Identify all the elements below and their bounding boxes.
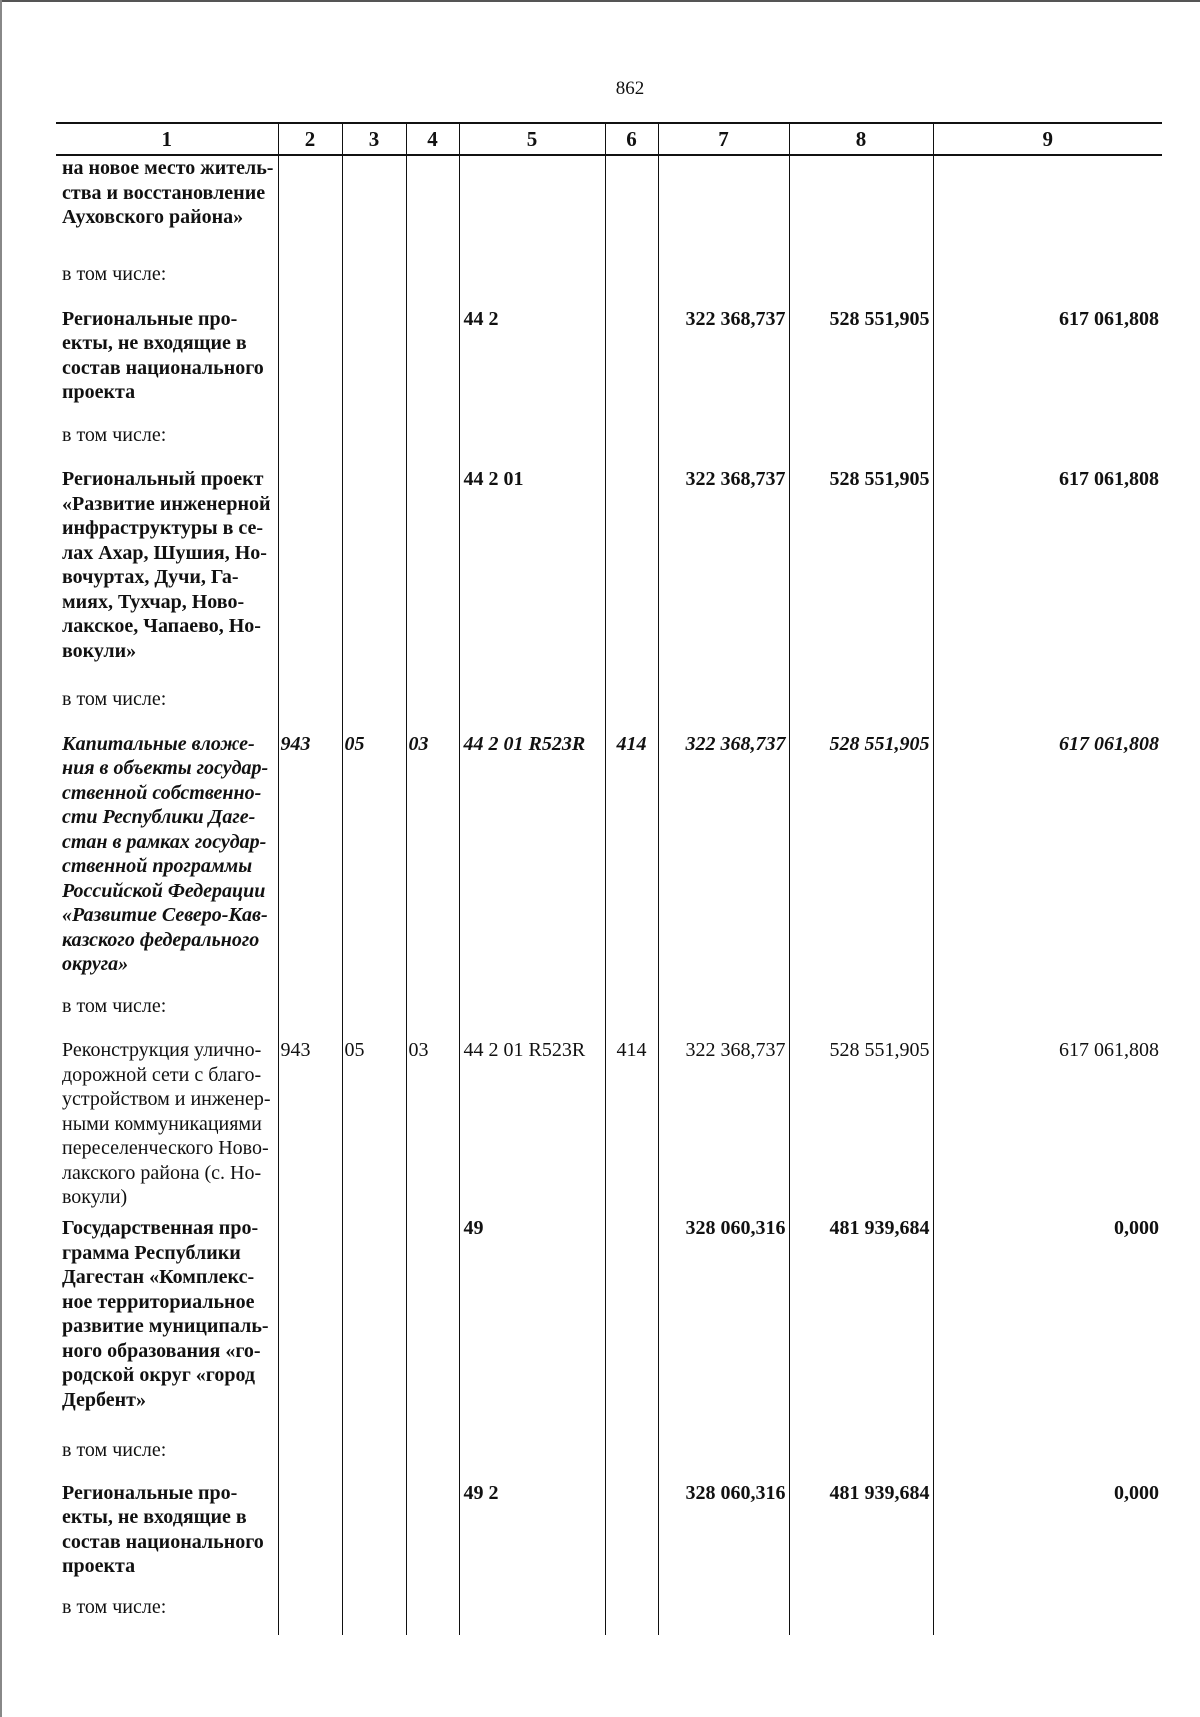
cell-c8: 528 551,905 <box>789 726 933 982</box>
cell-c6 <box>605 461 658 675</box>
cell-c8 <box>789 155 933 250</box>
row-name: в том числе: <box>56 1585 278 1635</box>
table-row-continuation <box>56 155 1162 250</box>
cell-c5: 44 2 01 R523R <box>459 1032 605 1214</box>
column-header-9: 9 <box>933 123 1162 155</box>
column-header-2: 2 <box>278 123 342 155</box>
cell-c9: 617 061,808 <box>933 726 1162 982</box>
cell-c9: 617 061,808 <box>933 301 1162 411</box>
row-name: в том числе: <box>56 411 278 462</box>
cell-c3 <box>342 301 406 411</box>
row-name: Государственная про-грамма Республики Дагестан «Комплекс-ное территориальное развитие муниципаль-ного образования «го-родской округ «город Дербент» <box>56 1214 278 1426</box>
cell-c5: 49 <box>459 1214 605 1426</box>
cell-c5: 49 2 <box>459 1477 605 1585</box>
cell-c4 <box>406 301 459 411</box>
table-row <box>56 461 1162 675</box>
cell-c2 <box>278 301 342 411</box>
column-header-3: 3 <box>342 123 406 155</box>
cell-c6: 414 <box>605 726 658 982</box>
cell-c7: 322 368,737 <box>658 1032 789 1214</box>
cell-c5: 44 2 <box>459 301 605 411</box>
cell-c2 <box>278 155 342 250</box>
cell-c3 <box>342 155 406 250</box>
table-row-subtotal-label <box>56 675 1162 726</box>
cell-c3: 05 <box>342 1032 406 1214</box>
row-name: в том числе: <box>56 675 278 726</box>
cell-c5 <box>459 155 605 250</box>
cell-c3 <box>342 1477 406 1585</box>
cell-c2 <box>278 461 342 675</box>
cell-c6 <box>605 1214 658 1426</box>
row-name: в том числе: <box>56 1426 278 1477</box>
cell-c3: 05 <box>342 726 406 982</box>
row-name: на новое место житель-ства и восстановление Ауховского района» <box>56 155 278 250</box>
cell-c4 <box>406 155 459 250</box>
cell-c2 <box>278 1477 342 1585</box>
cell-c7: 322 368,737 <box>658 726 789 982</box>
table-row <box>56 301 1162 411</box>
row-name: Реконструкция улично-дорожной сети с благо-устройством и инженер-ными коммуникациями переселенческого Ново-лакского района (с. Но-вокули) <box>56 1032 278 1214</box>
cell-c9: 0,000 <box>933 1477 1162 1585</box>
table-row-subtotal-label <box>56 1426 1162 1477</box>
row-name: Капитальные вложе-ния в объекты государ-ственной собственно-сти Республики Даге-стан в рамках государ-ственной программы Российской Федерации «Развитие Северо-Кав-казского федерального округа» <box>56 726 278 982</box>
cell-c3 <box>342 461 406 675</box>
cell-c8: 481 939,684 <box>789 1214 933 1426</box>
column-header-8: 8 <box>789 123 933 155</box>
scan-edge-left <box>0 0 2 1717</box>
cell-c2: 943 <box>278 1032 342 1214</box>
cell-c7: 328 060,316 <box>658 1214 789 1426</box>
cell-c7: 328 060,316 <box>658 1477 789 1585</box>
budget-table-container <box>56 122 1162 1635</box>
cell-c8: 528 551,905 <box>789 1032 933 1214</box>
page-number: 862 <box>615 78 645 99</box>
scan-edge-top <box>0 0 1200 2</box>
cell-c9: 617 061,808 <box>933 1032 1162 1214</box>
cell-c6 <box>605 1477 658 1585</box>
cell-c6: 414 <box>605 1032 658 1214</box>
budget-table <box>56 122 1162 1635</box>
row-name: Региональный проект «Развитие инженерной инфраструктуры в се-лах Ахар, Шушия, Но-вочуртах, Дучи, Га-миях, Тухчар, Ново-лакское, Чапаево, Но-вокули» <box>56 461 278 675</box>
cell-c7 <box>658 155 789 250</box>
cell-c2: 943 <box>278 726 342 982</box>
cell-c6 <box>605 155 658 250</box>
cell-c7: 322 368,737 <box>658 461 789 675</box>
row-name: Региональные про-екты, не входящие в состав национального проекта <box>56 301 278 411</box>
cell-c3 <box>342 1214 406 1426</box>
cell-c4: 03 <box>406 726 459 982</box>
cell-c6 <box>605 301 658 411</box>
cell-c8: 528 551,905 <box>789 461 933 675</box>
table-row-subtotal-label <box>56 411 1162 462</box>
table-row <box>56 1032 1162 1214</box>
row-name: в том числе: <box>56 250 278 301</box>
cell-c9 <box>933 155 1162 250</box>
cell-c2 <box>278 1214 342 1426</box>
cell-c4 <box>406 1477 459 1585</box>
table-row-subtotal-label <box>56 1585 1162 1635</box>
row-name: в том числе: <box>56 982 278 1033</box>
cell-c5: 44 2 01 R523R <box>459 726 605 982</box>
column-header-7: 7 <box>658 123 789 155</box>
cell-c8: 481 939,684 <box>789 1477 933 1585</box>
table-row <box>56 1477 1162 1585</box>
table-row-subtotal-label <box>56 982 1162 1033</box>
cell-c9: 0,000 <box>933 1214 1162 1426</box>
column-header-5: 5 <box>459 123 605 155</box>
row-name: Региональные про-екты, не входящие в состав национального проекта <box>56 1477 278 1585</box>
cell-c5: 44 2 01 <box>459 461 605 675</box>
cell-c4 <box>406 461 459 675</box>
cell-c4: 03 <box>406 1032 459 1214</box>
column-header-1: 1 <box>56 123 278 155</box>
table-row <box>56 726 1162 982</box>
table-row <box>56 1214 1162 1426</box>
cell-c7: 322 368,737 <box>658 301 789 411</box>
cell-c8: 528 551,905 <box>789 301 933 411</box>
column-header-6: 6 <box>605 123 658 155</box>
column-header-row <box>56 123 1162 155</box>
cell-c4 <box>406 1214 459 1426</box>
table-row-subtotal-label <box>56 250 1162 301</box>
cell-c9: 617 061,808 <box>933 461 1162 675</box>
column-header-4: 4 <box>406 123 459 155</box>
